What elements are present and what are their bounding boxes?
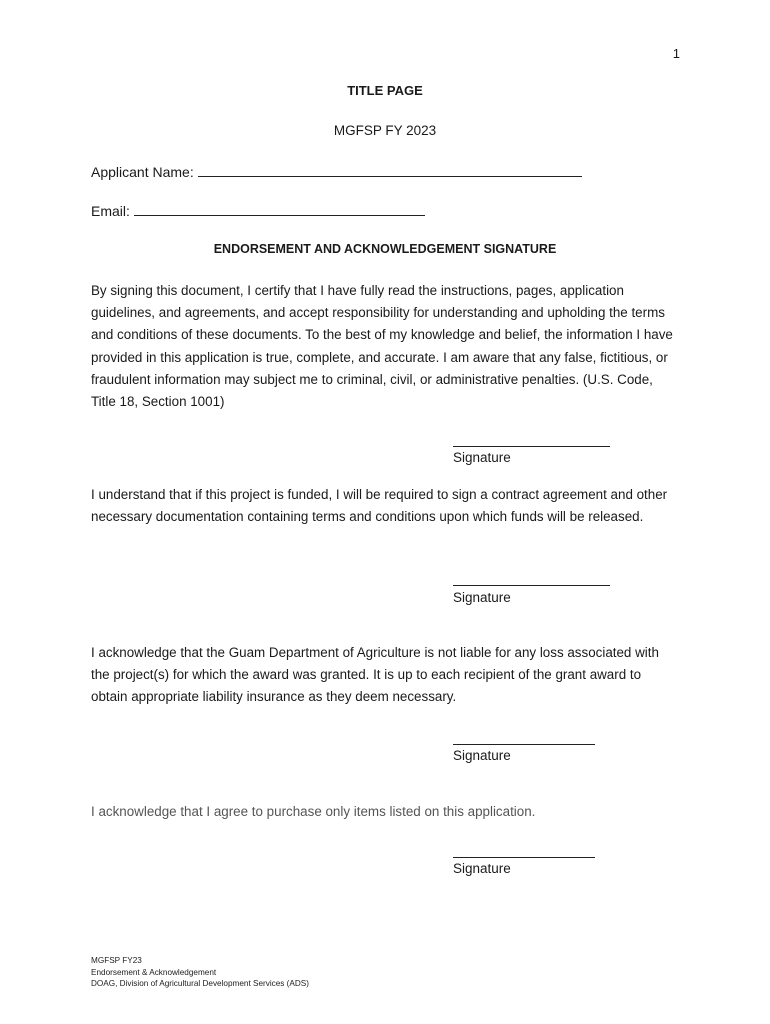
footer bbox=[91, 955, 309, 990]
section-heading: ENDORSEMENT AND ACKNOWLEDGEMENT SIGNATURE bbox=[213, 242, 557, 256]
liability-paragraph: I acknowledge that the Guam Department of Agriculture is not liable for any loss associated with the project(s) for which the award was granted. It is up to each recipient of the grant award to obtain appropriate liability insurance as they deem necessary. bbox=[91, 645, 659, 705]
email-blank[interactable] bbox=[134, 201, 425, 216]
applicant-name-field bbox=[91, 162, 582, 180]
purchase-paragraph: I acknowledge that I agree to purchase only items listed on this application. bbox=[91, 804, 536, 819]
signature-line-1[interactable] bbox=[453, 446, 610, 447]
signature-line-2[interactable] bbox=[453, 585, 610, 586]
footer-line-3: DOAG, Division of Agricultural Development Services (ADS) bbox=[91, 979, 309, 988]
signature-line-4[interactable] bbox=[453, 857, 595, 858]
funded-paragraph: I understand that if this project is funded, I will be required to sign a contract agreement and other necessary documentation containing terms and conditions upon which funds will be released. bbox=[91, 487, 668, 525]
footer-line-2: Endorsement & Acknowledgement bbox=[91, 967, 217, 977]
certify-paragraph: By signing this document, I certify that I have fully read the instructions, pages, application guidelines, and agreements, and accept responsibility for understanding and upholding the terms and conditions of these documents. To the best of my knowledge and belief, the information I have provided in this application is true, complete, and accurate. I am aware that any false, fictitious, or fraudulent information may subject me to criminal, civil, or administrative penalties. (U.S. Code, Title 18, Section 1001) bbox=[91, 283, 673, 410]
signature-label-2: Signature bbox=[453, 590, 511, 605]
email-field bbox=[91, 201, 425, 219]
signature-label-4: Signature bbox=[453, 861, 511, 876]
signature-label-1: Signature bbox=[453, 450, 511, 465]
signature-line-3[interactable] bbox=[453, 744, 595, 745]
email-label: Email: bbox=[91, 203, 130, 219]
program-subtitle: MGFSP FY 2023 bbox=[333, 123, 437, 138]
footer-line-1: MGFSP FY23 bbox=[91, 956, 142, 965]
signature-label-3: Signature bbox=[453, 748, 511, 763]
page-title: TITLE PAGE bbox=[347, 83, 423, 98]
page-number: 1 bbox=[672, 46, 680, 61]
applicant-name-label: Applicant Name: bbox=[91, 164, 194, 180]
applicant-name-blank[interactable] bbox=[198, 162, 582, 177]
